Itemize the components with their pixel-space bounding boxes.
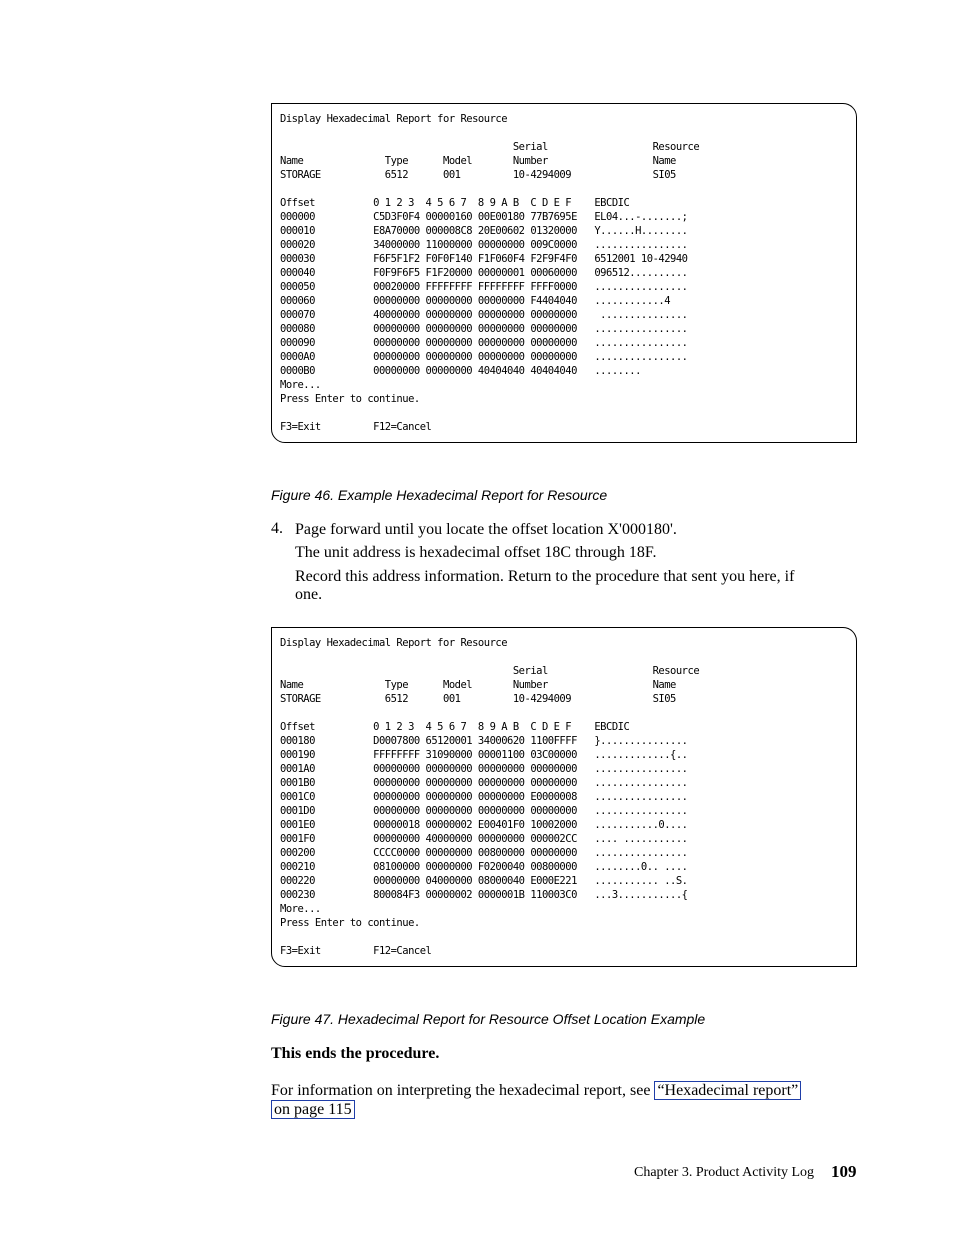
- screen-line: 000210 08100000 00000000 F0200040 00800000 ........0.. ....: [280, 861, 688, 873]
- screen-line: 000010 E8A70000 000008C8 20E00602 01320000 Y......H........: [280, 225, 688, 237]
- step-number: 4.: [271, 520, 283, 537]
- screen-line: 000030 F6F5F1F2 F0F0F140 F1F060F4 F2F9F4F0 6512001 10-42940: [280, 253, 688, 265]
- screen-line: 000000 C5D3F0F4 00000160 00E00180 77B7695E EL04...-.......;: [280, 211, 688, 223]
- screen-line: Serial Resource: [512, 665, 700, 677]
- screen-line: 0001B0 00000000 00000000 00000000 00000000 ................: [280, 777, 688, 789]
- page-reference-link[interactable]: on page 115: [271, 1100, 355, 1119]
- screen-line: 0001A0 00000000 00000000 00000000 00000000 ................: [280, 763, 688, 775]
- info-paragraph-line2: [271, 1100, 355, 1119]
- figure47-caption: Figure 47. Hexadecimal Report for Resource Offset Location Example: [271, 1011, 706, 1027]
- screen-line: Display Hexadecimal Report for Resource: [280, 637, 508, 649]
- figure46-screen-text: [280, 112, 699, 434]
- screen-line: 0001F0 00000000 40000000 00000000 000002CC .... ...........: [280, 833, 688, 845]
- screen-line: Name Type Model Number Name: [280, 155, 676, 167]
- screen-line: 000220 00000000 04000000 08000040 E000E221 ........... ..S.: [280, 875, 688, 887]
- figure46-screen: [271, 103, 857, 443]
- screen-line: 000040 F0F9F6F5 F1F20000 00000001 00060000 096512..........: [280, 267, 688, 279]
- screen-line: 0000B0 00000000 00000000 40404040 40404040 ........: [280, 365, 641, 377]
- screen-line: 000090 00000000 00000000 00000000 00000000 ................: [280, 337, 688, 349]
- screen-line: Serial Resource: [512, 141, 700, 153]
- screen-line: 000200 CCCC0000 00000000 00800000 00000000 ................: [280, 847, 688, 859]
- screen-line: 000060 00000000 00000000 00000000 F4404040 ............4: [280, 295, 671, 307]
- screen-line: More...: [280, 903, 321, 915]
- screen-line: Offset 0 1 2 3 4 5 6 7 8 9 A B C D E F EBCDIC: [280, 197, 630, 209]
- screen-line: 0001C0 00000000 00000000 00000000 E0000008 ................: [280, 791, 688, 803]
- hexadecimal-report-link[interactable]: “Hexadecimal report”: [654, 1081, 801, 1100]
- screen-line: Display Hexadecimal Report for Resource: [280, 113, 508, 125]
- figure46-caption: Figure 46. Example Hexadecimal Report for Resource: [271, 487, 608, 503]
- screen-line: Name Type Model Number Name: [280, 679, 676, 691]
- screen-line: STORAGE 6512 001 10-4294009 SI05: [280, 169, 676, 181]
- screen-line: 000050 00020000 FFFFFFFF FFFFFFFF FFFF0000 ................: [280, 281, 688, 293]
- figure47-screen-text: [280, 636, 699, 958]
- screen-line: 000020 34000000 11000000 00000000 009C0000 ................: [280, 239, 688, 251]
- screen-line: 000190 FFFFFFFF 31090000 00001100 03C00000 .............{..: [280, 749, 688, 761]
- screen-line: F3=Exit F12=Cancel: [280, 945, 432, 957]
- screen-line: Press Enter to continue.: [280, 393, 420, 405]
- screen-line: F3=Exit F12=Cancel: [280, 421, 432, 433]
- screen-line: More...: [280, 379, 321, 391]
- step4-line2: The unit address is hexadecimal offset 18C through 18F.: [295, 544, 657, 561]
- info-text: For information on interpreting the hexadecimal report, see: [271, 1082, 655, 1099]
- screen-line: 000070 40000000 00000000 00000000 00000000 ...............: [280, 309, 688, 321]
- step4-line1: Page forward until you locate the offset location X'000180'.: [295, 521, 677, 538]
- screen-line: 0001D0 00000000 00000000 00000000 00000000 ................: [280, 805, 688, 817]
- chapter-footer: Chapter 3. Product Activity Log: [634, 1165, 815, 1180]
- screen-line: 0001E0 00000018 00000002 E00401F0 10002000 ...........0....: [280, 819, 688, 831]
- info-paragraph: [271, 1081, 861, 1100]
- screen-line: 000080 00000000 00000000 00000000 00000000 ................: [280, 323, 688, 335]
- screen-line: 0000A0 00000000 00000000 00000000 00000000 ................: [280, 351, 688, 363]
- step4-line3b: one.: [295, 586, 323, 603]
- figure47-screen: [271, 627, 857, 967]
- step4-line3a: Record this address information. Return to the procedure that sent you here, if: [295, 568, 795, 585]
- page-number: 109: [831, 1162, 857, 1181]
- screen-line: Press Enter to continue.: [280, 917, 420, 929]
- screen-line: Offset 0 1 2 3 4 5 6 7 8 9 A B C D E F EBCDIC: [280, 721, 630, 733]
- procedure-end-text: This ends the procedure.: [271, 1045, 440, 1062]
- screen-line: 000230 800084F3 00000002 0000001B 110003C0 ...3...........{: [280, 889, 688, 901]
- screen-line: STORAGE 6512 001 10-4294009 SI05: [280, 693, 676, 705]
- screen-line: 000180 D0007800 65120001 34000620 1100FFFF }...............: [280, 735, 688, 747]
